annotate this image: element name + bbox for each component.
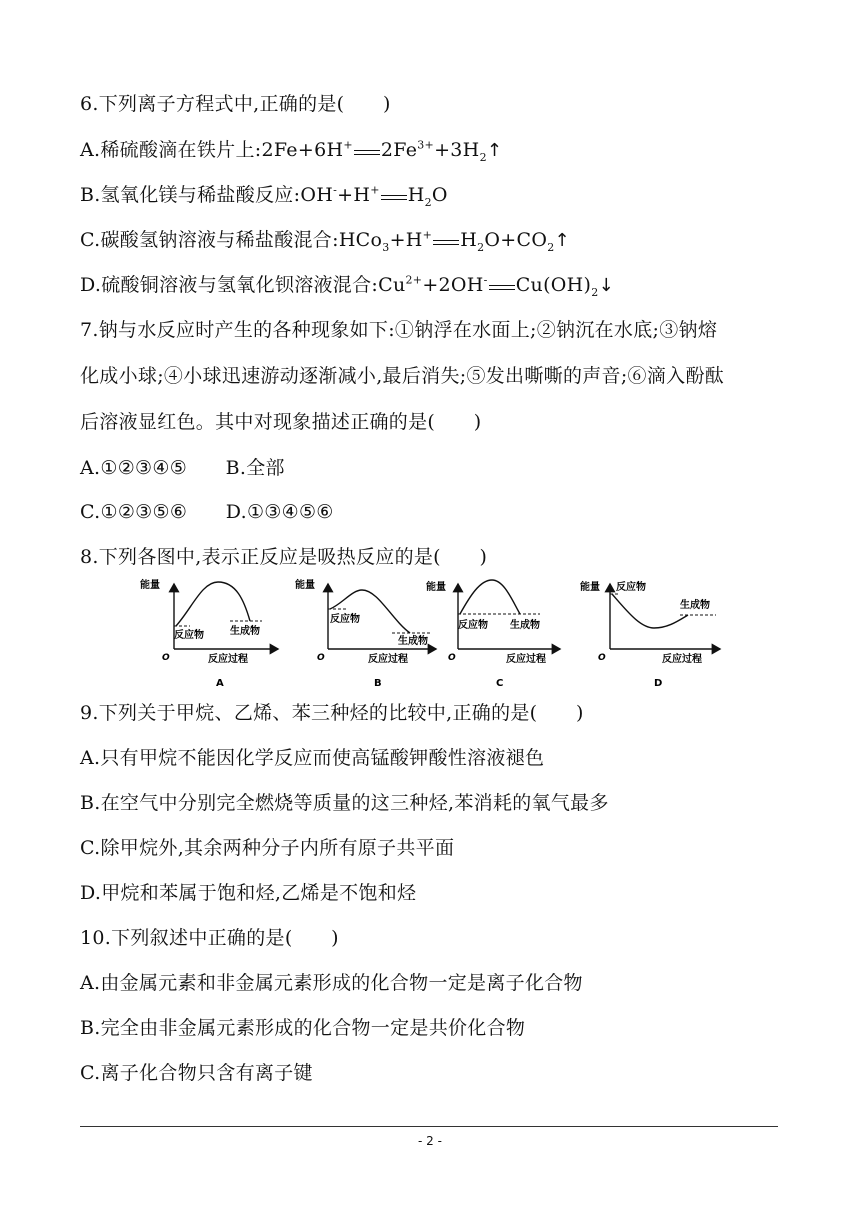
energy-diagrams xyxy=(140,578,730,690)
reactant-label: 反应物 xyxy=(174,630,204,641)
q10-option-b: B.完全由非金属元素形成的化合物一定是共价化合物 xyxy=(80,1017,526,1039)
origin-label: O xyxy=(162,653,170,663)
x-axis-label: 反应过程 xyxy=(368,654,408,665)
product-label: 生成物 xyxy=(398,636,428,647)
diagram-letter: B xyxy=(374,678,382,689)
gas-up-arrow-icon: ↑ xyxy=(486,140,503,161)
q6-option-d: D.硫酸铜溶液与氢氧化钡溶液混合$:Cu^{2+}+2OH^-$ $Cu(OH)_2↓$ xyxy=(80,273,614,299)
q7-options-ab: A.①②③④⑤ B.全部 xyxy=(80,457,285,479)
x-axis-label: 反应过程 xyxy=(506,654,546,665)
y-axis-label: 能量 xyxy=(580,582,600,593)
diagram-c xyxy=(426,580,560,689)
x-axis-label: 反应过程 xyxy=(662,654,702,665)
precipitate-down-arrow-icon: ↓ xyxy=(598,275,614,296)
q6-option-c: C.碳酸氢钠溶液与稀盐酸混合:HCo$_3$+H+ $H_2O+CO_2↑$ xyxy=(80,228,570,254)
q9-option-b: B.在空气中分别完全燃烧等质量的这三种烃,苯消耗的氧气最多 xyxy=(80,792,609,814)
y-axis-label: 能量 xyxy=(140,580,160,591)
diagram-letter: C xyxy=(496,678,504,689)
q9-stem: 9.下列关于甲烷、乙烯、苯三种烃的比较中,正确的是( ) xyxy=(80,702,584,724)
q10-option-a: A.由金属元素和非金属元素形成的化合物一定是离子化合物 xyxy=(80,972,583,994)
gas-up-arrow-icon: ↑ xyxy=(554,230,570,251)
product-label: 生成物 xyxy=(510,620,540,631)
diagram-a xyxy=(140,578,278,689)
reactant-label: 反应物 xyxy=(458,620,488,631)
q7-stem-line2: 化成小球;④小球迅速游动逐渐减小,最后消失;⑤发出嘶嘶的声音;⑥滴入酚酞 xyxy=(80,365,725,387)
diagram-d xyxy=(580,580,720,689)
reactant-label: 反应物 xyxy=(616,582,646,593)
q9-option-d: D.甲烷和苯属于饱和烃,乙烯是不饱和烃 xyxy=(80,882,417,904)
diagram-b xyxy=(295,578,436,689)
diagram-letter: D xyxy=(654,678,663,689)
reactant-label: 反应物 xyxy=(330,614,360,625)
y-axis-label: 能量 xyxy=(426,582,446,593)
q10-stem: 10.下列叙述中正确的是( ) xyxy=(80,927,339,949)
product-label: 生成物 xyxy=(680,600,710,611)
origin-label: O xyxy=(598,653,606,663)
equals-sign xyxy=(354,146,380,156)
q10-option-c: C.离子化合物只含有离子键 xyxy=(80,1062,313,1084)
origin-label: O xyxy=(317,653,325,663)
q6-option-a: A.稀硫酸滴在铁片上:2Fe+6H+ $2Fe^{3+}+3H_2↑$ xyxy=(80,138,503,164)
q6-stem: 6.下列离子方程式中,正确的是( ) xyxy=(80,93,391,115)
q6-option-b: B.氢氧化镁与稀盐酸反应:OH-+H+ $H_2O$ xyxy=(80,183,448,209)
q9-option-c: C.除甲烷外,其余两种分子内所有原子共平面 xyxy=(80,837,455,859)
equals-sign xyxy=(433,236,459,246)
q7-stem-line3: 后溶液显红色。其中对现象描述正确的是( ) xyxy=(80,411,482,433)
q7-stem-line1: 7.钠与水反应时产生的各种现象如下:①钠浮在水面上;②钠沉在水底;③钠熔 xyxy=(80,319,718,341)
origin-label: O xyxy=(448,653,456,663)
q9-option-a: A.只有甲烷不能因化学反应而使高锰酸钾酸性溶液褪色 xyxy=(80,747,545,769)
q7-options-cd: C.①②③⑤⑥ D.①③④⑤⑥ xyxy=(80,501,334,523)
footer-divider xyxy=(80,1126,778,1127)
equals-sign xyxy=(489,281,515,291)
diagram-letter: A xyxy=(216,678,224,689)
y-axis-label: 能量 xyxy=(295,580,315,591)
page-number: - 2 - xyxy=(418,1134,442,1148)
x-axis-label: 反应过程 xyxy=(208,654,248,665)
equals-sign xyxy=(381,191,407,201)
q8-stem: 8.下列各图中,表示正反应是吸热反应的是( ) xyxy=(80,546,488,568)
product-label: 生成物 xyxy=(230,626,260,637)
